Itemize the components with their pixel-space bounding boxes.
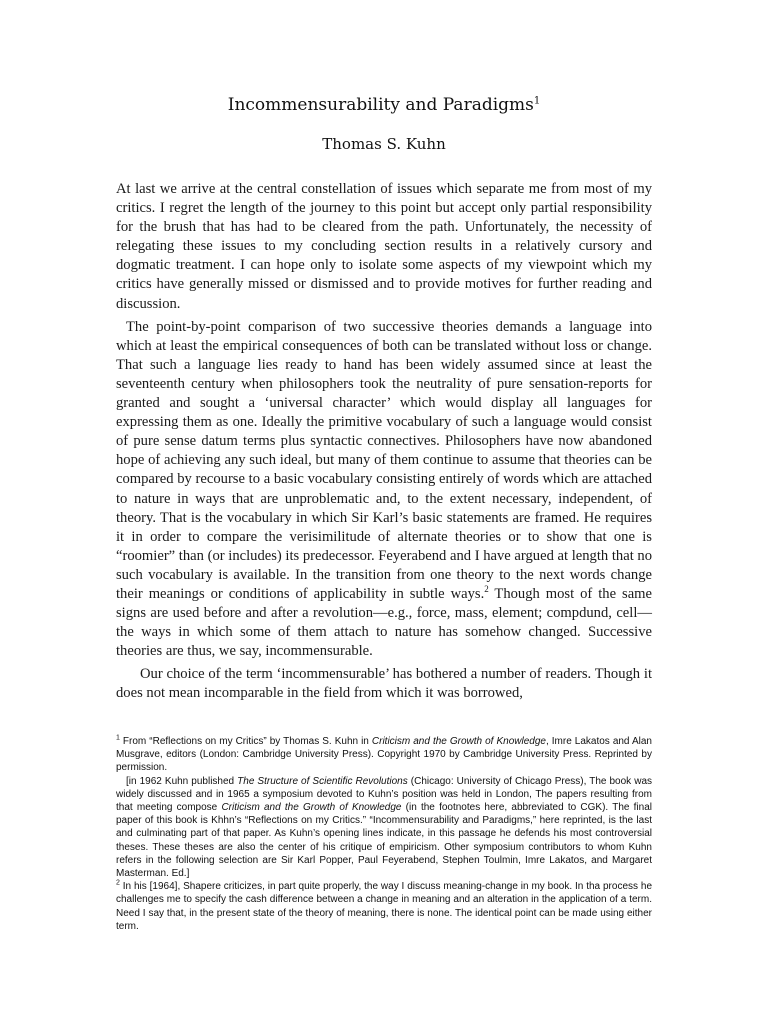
footnote-1-book-title: Criticism and the Growth of Knowledge [371,736,546,747]
footnote-2-marker: 2 [116,879,120,887]
footnote-ref-2: 2 [484,584,489,595]
editor-note-book-1: The Structure of Scientific Revolutions [237,775,408,787]
footnote-1 [116,735,652,775]
footnote-1-text-a: From “Reflections on my Critics” by Thomas S. Kuhn in [119,736,372,747]
footnote-1-marker: 1 [116,734,120,742]
paragraph-2-part-b: Though most of the same signs are used before and after a revolution—e.g., force, mass, element; compdund, cell—the ways in which some of them attach to nature has somehow changed. Successive theories are thus, we say, incommensurable. [116,585,652,660]
article-title [0,94,768,116]
footnotes [116,735,652,933]
editor-note-book-2: Criticism and the Growth of Knowledge [221,802,402,814]
paragraph-3: Our choice of the term ‘incommensurable’ has bothered a number of readers. Though it does not mean incomparable in the field from which it was borrowed, [116,666,652,702]
paragraph-1: At last we arrive at the central constellation of issues which separate me from most of my critics. I regret the length of the journey to this point but accept only partial responsibility for the brush that has had to be cleared from the path. Unfortunately, the necessity of relegating these issues to my concluding section results in a relatively cursory and dogmatic treatment. I can hope only to isolate some aspects of my viewpoint which my critics have generally missed or dismissed and to provide motives for further reading and discussion. [116,181,652,312]
paragraph-2 [116,318,652,662]
article-title-text: Incommensurability and Paradigms [227,95,534,115]
article-author: Thomas S. Kuhn [322,135,446,153]
editor-note-text-b: (Chicago: University of Chicago Press), The book was widely discussed and in 1965 a symposium devoted to Kuhn’s position was held in London, The papers resulting from that meeting compose [116,775,653,814]
editor-note-text-c: (in the footnotes here, abbreviated to CGK). The final paper of this book is Khhn’s “Reflections on my Critics.” “Incommensurability and Paradigms,” here reprinted, is the last and culminating part of that paper. As Kuhn’s opening lines indicate, in this passage he defends his most controversial theses. These theses are also the center of his critique of empiricism. Other symposium contributors to whom Kuhn refers in the following selection are Sir Karl Popper, Paul Feyerabend, Stephen Toulmin, Imre Lakatos, and Margaret Masterman. Ed.] [116,802,652,880]
title-footnote-ref: 1 [533,95,541,107]
footnote-1-text-b: , Imre Lakatos and Alan Musgrave, editors (London: Cambridge University Press). Copyright 1970 by Cambridge University Press. Reprinted by permission. [116,736,652,774]
footnote-1-editor-note [116,775,652,881]
article-body [116,180,652,704]
paragraph-2-part-a: The point-by-point comparison of two successive theories demands a language into which at least the empirical consequences of both can be translated without loss or change. That such a language lies ready to hand has been widely assumed since at least the seventeenth century when philosophers took the neutrality of pure sensation-reports for granted and sought a ‘universal character’ which would display all languages for expressing them as one. Ideally the primitive vocabulary of such a language would consist of pure sense datum terms plus syntactic connectives. Philosophers have now abandoned hope of achieving any such ideal, but many of them continue to assume that theories can be compared by recourse to a basic vocabulary consisting entirely of words which are attached to nature in ways that are unproblematic and, to the extent necessary, independent, of theory. That is the vocabulary in which Sir Karl’s basic statements are framed. He requires it in order to compare the verisimilitude of alternate theories or to show that one is “roomier” than (or includes) its predecessor. Feyerabend and I have argued at length that no such vocabulary is available. In the transition from one theory to the next words change their meanings or conditions of applicability in subtle ways. [116,318,652,602]
editor-note-text-a: [in 1962 Kuhn published [126,775,238,787]
footnote-2-text: In his [1964], Shapere criticizes, in part quite properly, the way I discuss meaning-change in my book. In tha process he challenges me to specify the cash difference between a change in meaning and an alteration in the application of a term. Need I say that, in the present state of the theory of meaning, there is none. The identical point can be made using either term. [116,881,652,932]
footnote-2 [116,880,652,933]
